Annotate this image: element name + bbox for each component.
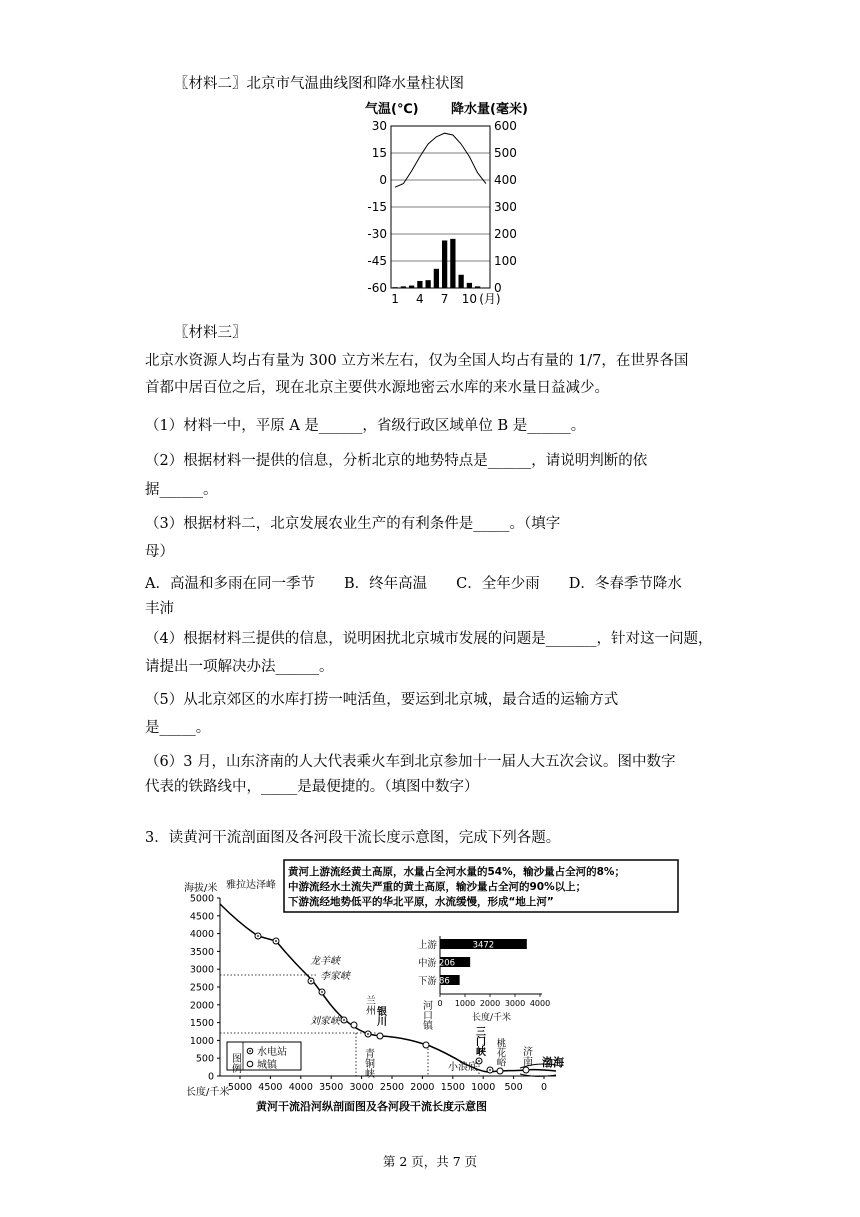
peak-label: 雅拉达泽峰: [226, 880, 276, 891]
y-tick-label: 1500: [189, 1018, 214, 1030]
label-liujiaxia: 刘家峡: [310, 1016, 340, 1027]
precipitation-bar: [409, 286, 414, 288]
station-2: [273, 938, 279, 944]
precipitation-bar: [417, 281, 422, 288]
question-5-line-1: （5）从北京郊区的水库打捞一吨活鱼，要运到北京城，最合适的运输方式: [145, 692, 619, 708]
y-axis-title: 海拔/米: [184, 883, 218, 894]
legend-station-icon: [247, 1048, 253, 1054]
label-xiaolangdi: 小浪底: [448, 1062, 478, 1073]
question-1: （1）材料一中，平原 A 是______，省级行政区域单位 B 是______。: [145, 418, 586, 434]
precipitation-bar: [442, 240, 447, 288]
question-4-line-2: 请提出一项解决办法______。: [145, 659, 334, 675]
town-jinan: [523, 1067, 529, 1073]
precipitation-bar: [475, 286, 480, 288]
month-tick-label: 7: [440, 292, 449, 306]
left-axis-title: 气温(℃): [365, 102, 419, 117]
beijing-climate-chart: [355, 98, 530, 320]
right-tick-label: 200: [494, 227, 517, 241]
x-tick-label: 3500: [319, 1082, 344, 1093]
y-tick-label: 3500: [189, 946, 214, 958]
legend-station-label: 水电站: [257, 1047, 287, 1058]
question-2-line-2: 据______。: [145, 482, 218, 498]
page-footer: 第 2 页，共 7 页: [382, 1154, 478, 1169]
inset-row-label: 上游: [417, 940, 437, 951]
month-tick-label: 1: [391, 292, 399, 306]
legend-town-icon: [247, 1061, 253, 1067]
label-qingtongxia: 青铜峡: [362, 1048, 374, 1078]
label-longyangxia: 龙羊峡: [310, 956, 340, 967]
label-taohuayu: 桃花峪: [494, 1038, 506, 1067]
inset-tick-label: 3000: [504, 999, 526, 1008]
legend-title: 图例: [229, 1053, 241, 1073]
left-tick-label: -15: [367, 200, 387, 214]
inset-tick-label: 2000: [479, 999, 501, 1008]
right-tick-label: 100: [494, 254, 517, 268]
y-tick-label: 0: [207, 1071, 214, 1083]
left-tick-label: 0: [379, 173, 387, 187]
question-4-line-1: （4）根据材料三提供的信息，说明困扰北京城市发展的问题是_______，针对这一问题，: [145, 631, 713, 647]
material3-line-2: 首都中居百位之后，现在北京主要供水源地密云水库的来水量日益减少。: [145, 380, 609, 396]
precipitation-bar: [425, 280, 430, 288]
question-6-line-2: 代表的铁路线中，_____是最便捷的。（填图中数字）: [145, 779, 479, 795]
x-tick-label: 3000: [349, 1082, 374, 1093]
right-tick-label: 500: [494, 146, 517, 160]
right-tick-label: 600: [494, 119, 517, 133]
precipitation-bar: [401, 286, 406, 288]
x-tick-label: 5000: [227, 1082, 253, 1093]
temperature-curve: [395, 133, 486, 187]
right-tick-label: 0: [494, 281, 502, 295]
inset-tick-label: 0: [437, 999, 443, 1008]
inset-bar-value: 786: [433, 976, 450, 987]
inset-bar-value: 1206: [433, 958, 456, 969]
precipitation-bar: [450, 239, 455, 288]
x-axis-title: 长度/千米: [186, 1087, 230, 1098]
inset-row-label: 中游: [417, 958, 437, 969]
yellow-river-profile-figure: [180, 858, 692, 1116]
question-3-title: 3．读黄河干流剖面图及各河段干流长度示意图，完成下列各题。: [145, 830, 561, 846]
label-sanmenxia: 三门峡: [473, 1026, 485, 1056]
legend-town-label: 城镇: [257, 1060, 277, 1071]
question-3-line-2: 母）: [145, 544, 174, 560]
station-xiaolangdi: [487, 1067, 493, 1073]
question-3-options-2: 丰沛: [145, 601, 174, 617]
label-yinchuan: 银川: [374, 1006, 386, 1026]
material3-heading: 〖材料三〗: [174, 325, 247, 341]
y-tick-label: 3000: [189, 964, 214, 976]
precipitation-bar: [483, 287, 488, 288]
question-2-line-1: （2）根据材料一提供的信息，分析北京的地势特点是______，请说明判断的依: [145, 453, 648, 469]
right-tick-label: 400: [494, 173, 517, 187]
y-tick-label: 2500: [189, 982, 214, 994]
x-tick-label: 2000: [410, 1082, 435, 1093]
left-tick-label: 30: [371, 119, 387, 133]
month-unit-label: (月): [479, 292, 501, 306]
y-tick-label: 4500: [189, 911, 214, 923]
x-tick-label: 4500: [258, 1082, 283, 1093]
precipitation-bar: [458, 275, 463, 288]
left-tick-label: -30: [367, 227, 387, 241]
inset-row-label: 下游: [417, 976, 437, 987]
town-yinchuan: [377, 1033, 383, 1039]
question-6-line-1: （6）3 月，山东济南的人大代表乘火车到北京参加十一届人大五次会议。图中数字: [145, 754, 676, 770]
y-tick-label: 500: [195, 1053, 214, 1065]
station-1: [255, 933, 261, 939]
x-tick-label: 1500: [440, 1082, 465, 1093]
station-liujiaxia: [341, 1017, 347, 1023]
left-tick-label: -45: [367, 254, 387, 268]
right-tick-label: 300: [494, 200, 517, 214]
question-5-line-2: 是_____。: [145, 720, 211, 736]
y-tick-label: 1000: [189, 1035, 214, 1047]
label-hekouzhen: 河口镇: [420, 1000, 432, 1030]
left-tick-label: 15: [371, 146, 387, 160]
inset-bar-value: 3472: [472, 940, 495, 951]
y-tick-label: 2000: [189, 1000, 214, 1012]
precipitation-bar: [392, 287, 397, 288]
x-tick-label: 4000: [288, 1082, 313, 1093]
material2-heading: 〖材料二〗北京市气温曲线图和降水量柱状图: [174, 76, 464, 92]
label-lijiaxia: 李家峡: [320, 971, 350, 982]
info-line-3: 下游流经地势低平的华北平原，水流缓慢，形成“地上河”: [288, 896, 554, 908]
segment-length-inset: [418, 936, 550, 1023]
x-tick-label: 500: [504, 1082, 523, 1093]
question-3-line-1: （3）根据材料二，北京发展农业生产的有利条件是_____。（填字: [145, 516, 561, 532]
inset-tick-label: 4000: [529, 999, 551, 1008]
station-lijiaxia: [319, 989, 325, 995]
figure-caption: 黄河干流沿河纵剖面图及各河段干流长度示意图: [256, 1100, 487, 1113]
town-taohuayu: [497, 1068, 503, 1074]
info-line-2: 中游流经水土流失严重的黄土高原，输沙量占全河的90%以上；: [288, 881, 587, 893]
question-3-options: A．高温和多雨在同一季节 B．终年高温 C．全年少雨 D．冬春季节降水: [145, 576, 682, 592]
x-tick-label: 2500: [379, 1082, 405, 1093]
station-longyangxia: [308, 978, 314, 984]
precipitation-bar: [434, 269, 439, 288]
info-line-1: 黄河上游流经黄土高原，水量占全河水量的54%，输沙量占全河的8%；: [288, 866, 625, 878]
precipitation-bar: [467, 283, 472, 288]
town-lanzhou: [351, 1022, 357, 1028]
label-jinan: 济南: [520, 1046, 532, 1066]
label-lanzhou: 兰州: [363, 995, 375, 1015]
station-qingtongxia: [365, 1031, 371, 1037]
town-hekouzhen: [423, 1042, 429, 1048]
month-tick-label: 10: [461, 292, 478, 306]
y-tick-label: 4000: [189, 929, 214, 941]
material3-line-1: 北京水资源人均占有量为 300 立方米左右，仅为全国人均占有量的 1/7，在世界各国: [145, 353, 689, 369]
month-tick-label: 4: [416, 292, 424, 306]
x-tick-label: 1000: [471, 1082, 496, 1093]
inset-x-title: 长度/千米: [472, 1013, 512, 1023]
right-axis-title: 降水量(毫米): [451, 102, 528, 117]
x-tick-label: 0: [540, 1082, 548, 1093]
label-bohai: 渤海: [542, 1056, 564, 1069]
left-tick-label: -60: [367, 281, 387, 295]
inset-tick-label: 1000: [454, 999, 476, 1008]
y-tick-label: 5000: [189, 893, 214, 905]
